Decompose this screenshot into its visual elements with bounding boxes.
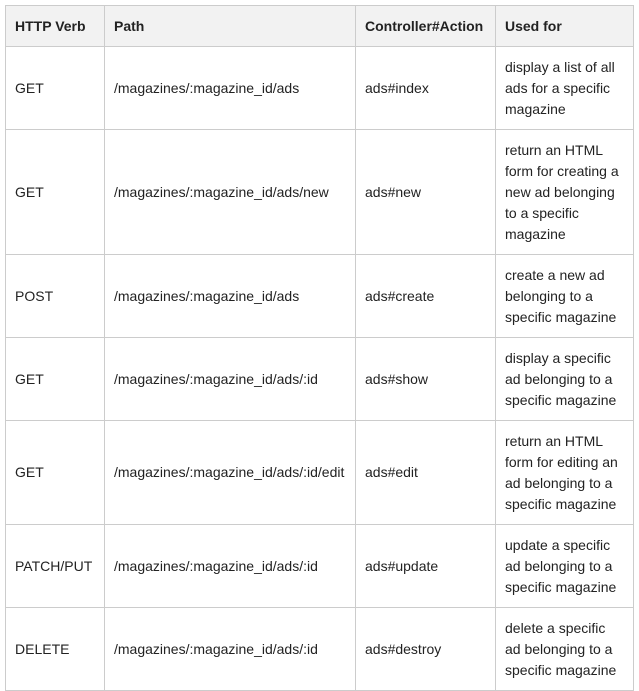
- cell-path: /magazines/:magazine_id/ads: [105, 255, 356, 338]
- routes-table: [5, 5, 634, 691]
- cell-action: ads#create: [356, 255, 496, 338]
- cell-used-for: update a specific ad belonging to a specific magazine: [496, 525, 634, 608]
- table-row: [6, 255, 634, 338]
- cell-path: /magazines/:magazine_id/ads/:id: [105, 338, 356, 421]
- table-row: [6, 47, 634, 130]
- cell-verb: DELETE: [6, 608, 105, 691]
- cell-used-for: create a new ad belonging to a specific magazine: [496, 255, 634, 338]
- cell-verb: GET: [6, 130, 105, 255]
- table-header: [6, 6, 634, 47]
- cell-verb: GET: [6, 47, 105, 130]
- cell-used-for: return an HTML form for editing an ad belonging to a specific magazine: [496, 421, 634, 525]
- cell-used-for: display a specific ad belonging to a specific magazine: [496, 338, 634, 421]
- table-body: [6, 47, 634, 691]
- table-row: [6, 608, 634, 691]
- cell-path: /magazines/:magazine_id/ads/:id: [105, 608, 356, 691]
- cell-used-for: delete a specific ad belonging to a specific magazine: [496, 608, 634, 691]
- cell-action: ads#update: [356, 525, 496, 608]
- cell-action: ads#show: [356, 338, 496, 421]
- header-used-for: Used for: [496, 6, 634, 47]
- table-row: [6, 525, 634, 608]
- cell-verb: GET: [6, 338, 105, 421]
- cell-verb: POST: [6, 255, 105, 338]
- cell-action: ads#new: [356, 130, 496, 255]
- cell-action: ads#index: [356, 47, 496, 130]
- cell-path: /magazines/:magazine_id/ads: [105, 47, 356, 130]
- cell-path: /magazines/:magazine_id/ads/:id: [105, 525, 356, 608]
- cell-path: /magazines/:magazine_id/ads/:id/edit: [105, 421, 356, 525]
- cell-used-for: return an HTML form for creating a new ad belonging to a specific magazine: [496, 130, 634, 255]
- header-path: Path: [105, 6, 356, 47]
- cell-action: ads#destroy: [356, 608, 496, 691]
- header-row: [6, 6, 634, 47]
- header-http-verb: HTTP Verb: [6, 6, 105, 47]
- cell-path: /magazines/:magazine_id/ads/new: [105, 130, 356, 255]
- table-row: [6, 421, 634, 525]
- cell-action: ads#edit: [356, 421, 496, 525]
- table-row: [6, 130, 634, 255]
- header-controller-action: Controller#Action: [356, 6, 496, 47]
- table-row: [6, 338, 634, 421]
- cell-used-for: display a list of all ads for a specific magazine: [496, 47, 634, 130]
- cell-verb: GET: [6, 421, 105, 525]
- cell-verb: PATCH/PUT: [6, 525, 105, 608]
